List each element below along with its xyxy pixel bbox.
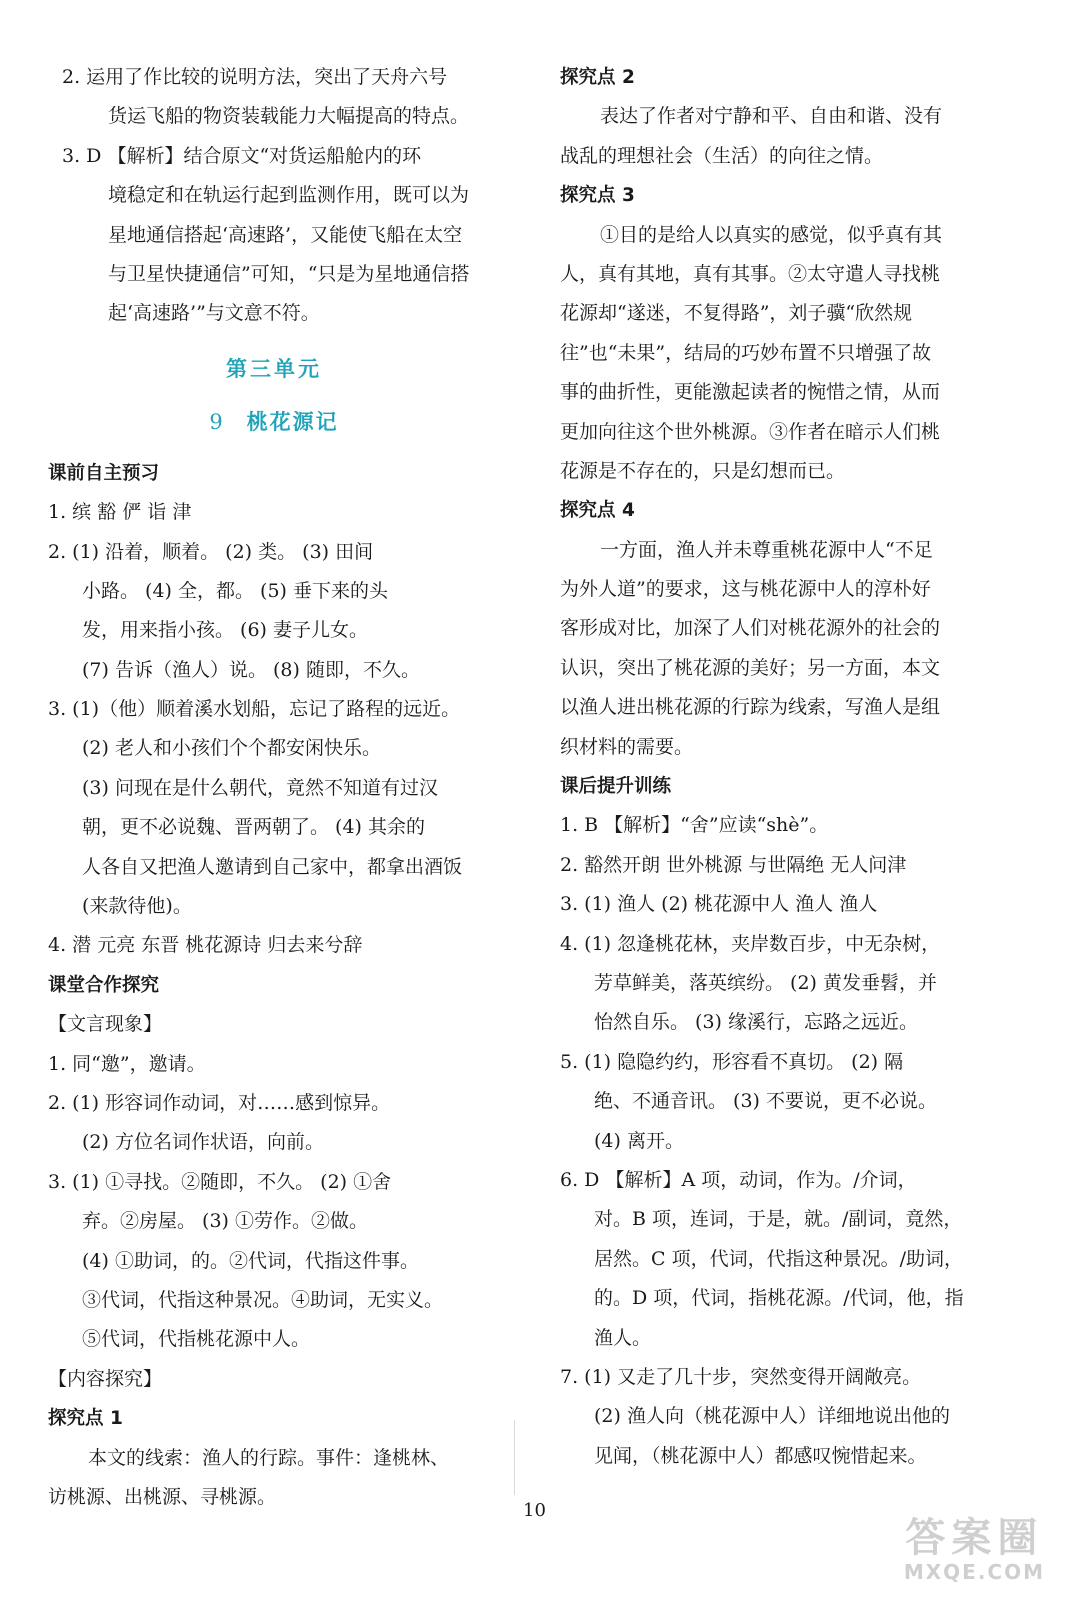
section-heading: 课堂合作探究 — [48, 974, 160, 996]
text-line: 货运飞船的物资装载能力大幅提高的特点。 — [108, 105, 470, 128]
text-line: 起‘高速路’”与文意不符。 — [108, 302, 320, 325]
text-line: 2. (1) 形容词作动词，对……感到惊异。 — [48, 1091, 391, 1114]
text-line: 战乱的理想社会（生活）的向往之情。 — [560, 144, 884, 167]
section-heading: 课前自主预习 — [48, 462, 160, 484]
watermark-main: 答案圈 — [905, 1515, 1044, 1561]
text-line: 认识，突出了桃花源的美好；另一方面，本文 — [560, 656, 941, 679]
section-heading: 探究点 2 — [560, 67, 635, 88]
text-line: 更加向往这个世外桃源。③作者在暗示人们桃 — [560, 420, 941, 443]
section-heading: 课后提升训练 — [560, 776, 672, 798]
text-line: 织材料的需要。 — [560, 735, 694, 758]
text-line: (来款待他)。 — [82, 895, 192, 918]
subsection-heading: 【内容探究】 — [48, 1367, 163, 1390]
text-line: 星地通信搭起‘高速路’，又能使飞船在太空 — [108, 223, 463, 246]
text-line: 1. 同“邀”，邀请。 — [48, 1052, 206, 1075]
text-line: 3. D 【解析】结合原文“对货运船舱内的环 — [62, 144, 422, 167]
text-line: (4) ①助词，的。②代词，代指这件事。 — [82, 1249, 419, 1272]
column-divider — [514, 1420, 515, 1495]
text-line: 居然。C 项，代词，代指这种景况。/助词， — [594, 1247, 963, 1270]
text-line: 芳草鲜美，落英缤纷。 (2) 黄发垂髫，并 — [594, 971, 937, 994]
text-line: 7. (1) 又走了几十步，突然变得开阔敞亮。 — [560, 1365, 922, 1388]
text-line: 见闻，（桃花源中人）都感叹惋惜起来。 — [594, 1444, 927, 1467]
watermark-url: MXQE.COM — [903, 1560, 1045, 1584]
unit-title: 第三单元 — [226, 356, 322, 381]
text-line: 访桃源、出桃源、寻桃源。 — [48, 1485, 277, 1508]
right-column — [560, 58, 1000, 1476]
text-line: 2. 豁然开朗 世外桃源 与世隔绝 无人问津 — [560, 853, 907, 876]
text-line: 人各自又把渔人邀请到自己家中，都拿出酒饭 — [82, 855, 463, 878]
text-line: 2. (1) 沿着，顺着。 (2) 类。 (3) 田间 — [48, 540, 374, 563]
text-line: 6. D 【解析】A 项，动词，作为。/介词， — [560, 1168, 917, 1191]
text-line: 朝，更不必说魏、晋两朝了。 (4) 其余的 — [82, 816, 425, 839]
page-number: 10 — [523, 1500, 546, 1521]
text-line: ⑤代词，代指桃花源中人。 — [82, 1328, 311, 1351]
text-line: 事的曲折性，更能激起读者的惋惜之情，从而 — [560, 381, 941, 404]
section-heading: 探究点 3 — [560, 185, 635, 207]
text-line: ③代词，代指这种景况。④助词，无实义。 — [82, 1288, 444, 1311]
text-line: 往”也“未果”，结局的巧妙布置不只增强了故 — [560, 341, 932, 364]
text-line: 绝、不通音讯。 (3) 不要说，更不必说。 — [594, 1090, 937, 1113]
text-line: (2) 渔人向（桃花源中人）详细地说出他的 — [594, 1405, 950, 1428]
text-line: 一方面，渔人并未尊重桃花源中人“不足 — [600, 538, 933, 561]
text-line: 表达了作者对宁静和平、自由和谐、没有 — [600, 105, 943, 128]
lesson-number: 9 — [209, 409, 225, 434]
text-line: 以渔人进出桃花源的行踪为线索，写渔人是组 — [560, 696, 941, 719]
text-line: 3. (1) ①寻找。②随即，不久。 (2) ①舍 — [48, 1170, 392, 1193]
text-line: 3. (1) 渔人 (2) 桃花源中人 渔人 渔人 — [560, 893, 878, 916]
text-line: (3) 问现在是什么朝代，竟然不知道有过汉 — [82, 776, 438, 799]
text-line: ①目的是给人以真实的感觉，似乎真有其 — [600, 223, 943, 246]
text-line: 人，真有其地，真有其事。②太守遣人寻找桃 — [560, 262, 941, 285]
text-line: 本文的线索：渔人的行踪。事件：逢桃林、 — [88, 1446, 450, 1469]
section-heading: 探究点 4 — [560, 500, 635, 522]
text-line: 2. 运用了作比较的说明方法，突出了天舟六号 — [62, 66, 448, 88]
text-line: 4. (1) 忽逢桃花林，夹岸数百步，中无杂树， — [560, 932, 941, 955]
text-line: (7) 告诉（渔人）说。 (8) 随即，不久。 — [82, 658, 420, 681]
section-heading: 探究点 1 — [48, 1408, 123, 1430]
text-line: 的。D 项，代词，指桃花源。/代词，他，指 — [594, 1287, 964, 1310]
text-line: 花源却“遂迷，不复得路”，刘子骥“欣然规 — [560, 302, 913, 325]
text-line: (4) 离开。 — [594, 1129, 684, 1152]
text-line: 1. 缤 豁 俨 诣 津 — [48, 501, 192, 524]
text-line: 小路。 (4) 全，都。 (5) 垂下来的头 — [82, 579, 388, 602]
text-line: 发，用来指小孩。 (6) 妻子儿女。 — [82, 619, 368, 642]
text-line: 与卫星快捷通信”可知，“只是为星地通信搭 — [108, 262, 470, 285]
text-line: 客形成对比，加深了人们对桃花源外的社会的 — [560, 617, 941, 640]
text-line: 为外人道”的要求，这与桃花源中人的淳朴好 — [560, 578, 931, 601]
text-line: 怡然自乐。 (3) 缘溪行，忘路之远近。 — [594, 1011, 918, 1034]
text-line: 3. (1)（他）顺着溪水划船，忘记了路程的远近。 — [48, 698, 461, 721]
subsection-heading: 【文言现象】 — [48, 1013, 163, 1036]
text-line: 境稳定和在轨运行起到监测作用，既可以为 — [108, 184, 470, 207]
text-line: 1. B 【解析】“舍”应读“shè”。 — [560, 814, 829, 837]
text-line: 4. 潜 元亮 东晋 桃花源诗 归去来兮辞 — [48, 934, 363, 957]
text-line: 花源是不存在的，只是幻想而已。 — [560, 459, 846, 482]
text-line: (2) 老人和小孩们个个都安闲快乐。 — [82, 737, 381, 760]
text-line: 弃。②房屋。 (3) ①劳作。②做。 — [82, 1210, 368, 1233]
text-line: 对。B 项，连词，于是，就。/副词，竟然， — [594, 1208, 963, 1231]
lesson-title — [48, 394, 500, 454]
watermark-logo — [904, 1516, 1045, 1584]
left-column — [48, 58, 500, 1517]
text-line: (2) 方位名词作状语，向前。 — [82, 1131, 324, 1154]
text-line: 渔人。 — [594, 1326, 652, 1349]
lesson-name: 桃花源记 — [246, 409, 339, 434]
text-line: 5. (1) 隐隐约约，形容看不真切。 (2) 隔 — [560, 1050, 904, 1073]
